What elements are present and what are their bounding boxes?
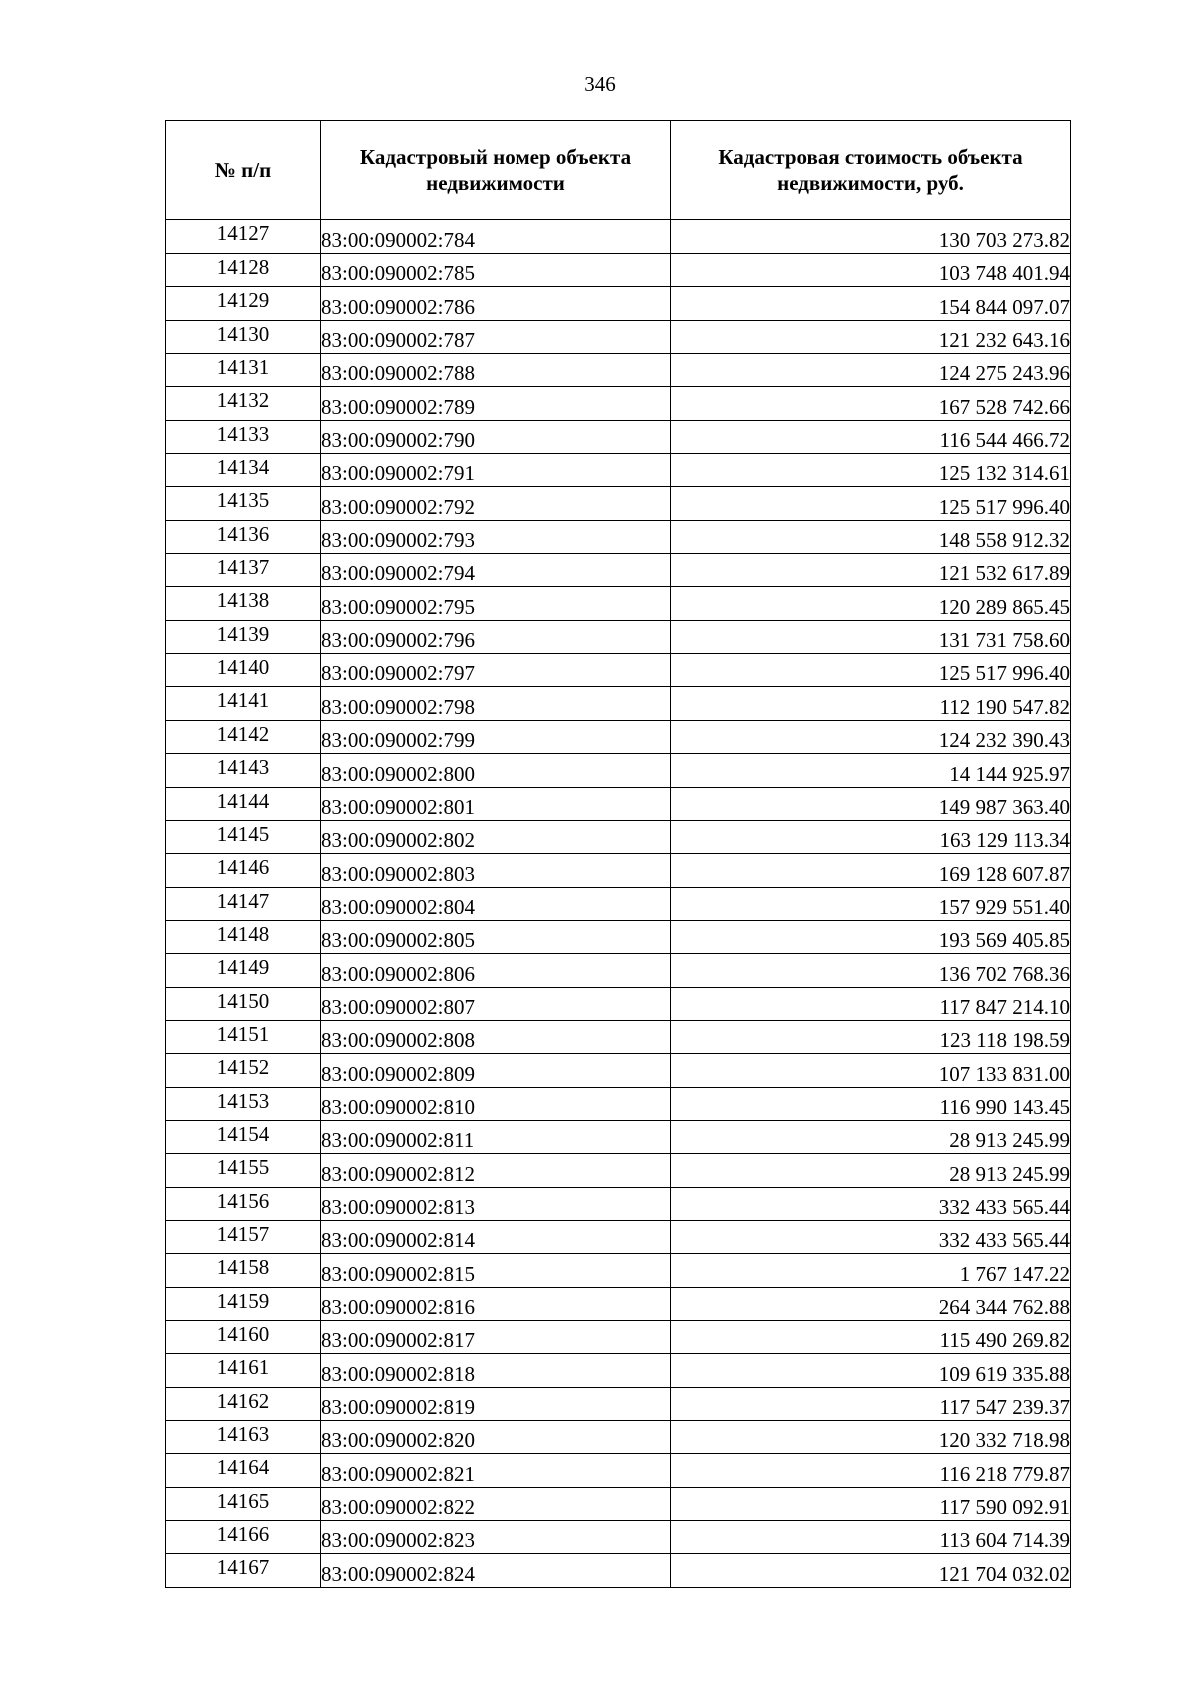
- row-number-cell: 14158: [166, 1254, 321, 1287]
- table-row: [166, 887, 1071, 920]
- header-cadastral-number: Кадастровый номер объекта недвижимости: [321, 121, 671, 220]
- row-number-cell: 14163: [166, 1421, 321, 1454]
- cadastral-number-cell: 83:00:090002:817: [321, 1321, 671, 1354]
- cadastral-number-cell: 83:00:090002:812: [321, 1154, 671, 1187]
- header-cadastral-value: Кадастровая стоимость объекта недвижимости, руб.: [671, 121, 1071, 220]
- table-row: [166, 1487, 1071, 1520]
- cadastral-number-cell: 83:00:090002:784: [321, 220, 671, 254]
- table-row: [166, 687, 1071, 720]
- cadastral-value-cell: 163 129 113.34: [671, 820, 1071, 853]
- table-row: [166, 320, 1071, 353]
- cadastral-number-cell: 83:00:090002:809: [321, 1054, 671, 1087]
- cadastral-value-cell: 116 990 143.45: [671, 1087, 1071, 1120]
- row-number-cell: 14134: [166, 454, 321, 487]
- cadastral-number-cell: 83:00:090002:806: [321, 954, 671, 987]
- table-row: [166, 954, 1071, 987]
- row-number-cell: 14147: [166, 887, 321, 920]
- cadastral-value-cell: 28 913 245.99: [671, 1154, 1071, 1187]
- cadastral-value-cell: 131 731 758.60: [671, 620, 1071, 653]
- cadastral-number-cell: 83:00:090002:798: [321, 687, 671, 720]
- cadastral-number-cell: 83:00:090002:824: [321, 1554, 671, 1587]
- table-row: [166, 1287, 1071, 1320]
- row-number-cell: 14128: [166, 254, 321, 287]
- cadastral-number-cell: 83:00:090002:789: [321, 387, 671, 420]
- cadastral-value-cell: 130 703 273.82: [671, 220, 1071, 254]
- cadastral-value-cell: 117 590 092.91: [671, 1487, 1071, 1520]
- row-number-cell: 14143: [166, 754, 321, 787]
- table-row: [166, 987, 1071, 1020]
- table-row: [166, 1020, 1071, 1053]
- cadastral-value-cell: 332 433 565.44: [671, 1187, 1071, 1220]
- cadastral-number-cell: 83:00:090002:794: [321, 554, 671, 587]
- cadastral-number-cell: 83:00:090002:799: [321, 720, 671, 753]
- cadastral-value-cell: 112 190 547.82: [671, 687, 1071, 720]
- row-number-cell: 14156: [166, 1187, 321, 1220]
- row-number-cell: 14141: [166, 687, 321, 720]
- row-number-cell: 14154: [166, 1120, 321, 1153]
- table-row: [166, 1554, 1071, 1587]
- cadastral-value-cell: 149 987 363.40: [671, 787, 1071, 820]
- cadastral-value-cell: 103 748 401.94: [671, 254, 1071, 287]
- table-row: [166, 1187, 1071, 1220]
- row-number-cell: 14146: [166, 854, 321, 887]
- table-row: [166, 1387, 1071, 1420]
- cadastral-value-cell: 116 544 466.72: [671, 420, 1071, 453]
- table-row: [166, 787, 1071, 820]
- cadastral-number-cell: 83:00:090002:823: [321, 1521, 671, 1554]
- table-row: [166, 920, 1071, 953]
- cadastral-number-cell: 83:00:090002:808: [321, 1020, 671, 1053]
- table-row: [166, 1321, 1071, 1354]
- table-row: [166, 720, 1071, 753]
- row-number-cell: 14166: [166, 1521, 321, 1554]
- cadastral-number-cell: 83:00:090002:822: [321, 1487, 671, 1520]
- cadastral-value-cell: 125 517 996.40: [671, 654, 1071, 687]
- table-body: [166, 220, 1071, 1588]
- table-row: [166, 654, 1071, 687]
- table-row: [166, 1354, 1071, 1387]
- table-row: [166, 420, 1071, 453]
- cadastral-number-cell: 83:00:090002:813: [321, 1187, 671, 1220]
- cadastral-number-cell: 83:00:090002:803: [321, 854, 671, 887]
- table-row: [166, 820, 1071, 853]
- cadastral-value-cell: 117 847 214.10: [671, 987, 1071, 1020]
- cadastral-value-cell: 121 532 617.89: [671, 554, 1071, 587]
- cadastral-value-cell: 264 344 762.88: [671, 1287, 1071, 1320]
- table-row: [166, 487, 1071, 520]
- row-number-cell: 14132: [166, 387, 321, 420]
- table-row: [166, 254, 1071, 287]
- row-number-cell: 14137: [166, 554, 321, 587]
- cadastral-value-cell: 121 704 032.02: [671, 1554, 1071, 1587]
- cadastral-value-cell: 121 232 643.16: [671, 320, 1071, 353]
- cadastral-value-cell: 113 604 714.39: [671, 1521, 1071, 1554]
- cadastral-value-cell: 120 289 865.45: [671, 587, 1071, 620]
- cadastral-value-cell: 169 128 607.87: [671, 854, 1071, 887]
- cadastral-number-cell: 83:00:090002:785: [321, 254, 671, 287]
- cadastral-number-cell: 83:00:090002:792: [321, 487, 671, 520]
- cadastral-value-cell: 125 517 996.40: [671, 487, 1071, 520]
- row-number-cell: 14148: [166, 920, 321, 953]
- cadastral-value-cell: 332 433 565.44: [671, 1220, 1071, 1253]
- row-number-cell: 14159: [166, 1287, 321, 1320]
- row-number-cell: 14144: [166, 787, 321, 820]
- cadastral-value-cell: 109 619 335.88: [671, 1354, 1071, 1387]
- cadastral-number-cell: 83:00:090002:804: [321, 887, 671, 920]
- cadastral-value-cell: 107 133 831.00: [671, 1054, 1071, 1087]
- table-row: [166, 754, 1071, 787]
- table-row: [166, 520, 1071, 553]
- cadastral-number-cell: 83:00:090002:787: [321, 320, 671, 353]
- cadastral-value-cell: 116 218 779.87: [671, 1454, 1071, 1487]
- cadastral-number-cell: 83:00:090002:795: [321, 587, 671, 620]
- row-number-cell: 14164: [166, 1454, 321, 1487]
- row-number-cell: 14167: [166, 1554, 321, 1587]
- page-number: 346: [584, 72, 616, 96]
- row-number-cell: 14161: [166, 1354, 321, 1387]
- table-header: [166, 121, 1071, 220]
- cadastral-number-cell: 83:00:090002:815: [321, 1254, 671, 1287]
- cadastral-value-cell: 167 528 742.66: [671, 387, 1071, 420]
- row-number-cell: 14135: [166, 487, 321, 520]
- cadastral-number-cell: 83:00:090002:811: [321, 1120, 671, 1153]
- table-row: [166, 1054, 1071, 1087]
- cadastral-number-cell: 83:00:090002:807: [321, 987, 671, 1020]
- cadastral-number-cell: 83:00:090002:797: [321, 654, 671, 687]
- cadastral-number-cell: 83:00:090002:802: [321, 820, 671, 853]
- cadastral-number-cell: 83:00:090002:790: [321, 420, 671, 453]
- row-number-cell: 14162: [166, 1387, 321, 1420]
- cadastral-number-cell: 83:00:090002:805: [321, 920, 671, 953]
- row-number-cell: 14150: [166, 987, 321, 1020]
- cadastral-number-cell: 83:00:090002:816: [321, 1287, 671, 1320]
- cadastral-value-cell: 157 929 551.40: [671, 887, 1071, 920]
- cadastral-value-cell: 28 913 245.99: [671, 1120, 1071, 1153]
- cadastral-value-table: [165, 120, 1071, 1588]
- cadastral-number-cell: 83:00:090002:818: [321, 1354, 671, 1387]
- table-row: [166, 1220, 1071, 1253]
- row-number-cell: 14139: [166, 620, 321, 653]
- cadastral-value-cell: 136 702 768.36: [671, 954, 1071, 987]
- row-number-cell: 14136: [166, 520, 321, 553]
- cadastral-value-cell: 14 144 925.97: [671, 754, 1071, 787]
- cadastral-number-cell: 83:00:090002:791: [321, 454, 671, 487]
- row-number-cell: 14138: [166, 587, 321, 620]
- row-number-cell: 14129: [166, 287, 321, 320]
- cadastral-number-cell: 83:00:090002:819: [321, 1387, 671, 1420]
- table-row: [166, 1154, 1071, 1187]
- cadastral-value-cell: 120 332 718.98: [671, 1421, 1071, 1454]
- table-row: [166, 387, 1071, 420]
- row-number-cell: 14155: [166, 1154, 321, 1187]
- row-number-cell: 14157: [166, 1220, 321, 1253]
- cadastral-number-cell: 83:00:090002:793: [321, 520, 671, 553]
- header-row-number: № п/п: [166, 121, 321, 220]
- cadastral-number-cell: 83:00:090002:788: [321, 354, 671, 387]
- table-row: [166, 1521, 1071, 1554]
- table-row: [166, 220, 1071, 254]
- row-number-cell: 14160: [166, 1321, 321, 1354]
- row-number-cell: 14142: [166, 720, 321, 753]
- row-number-cell: 14149: [166, 954, 321, 987]
- cadastral-number-cell: 83:00:090002:800: [321, 754, 671, 787]
- table-row: [166, 554, 1071, 587]
- table-row: [166, 1421, 1071, 1454]
- cadastral-value-cell: 124 275 243.96: [671, 354, 1071, 387]
- table-row: [166, 354, 1071, 387]
- table-row: [166, 854, 1071, 887]
- cadastral-value-cell: 154 844 097.07: [671, 287, 1071, 320]
- table-row: [166, 1254, 1071, 1287]
- table-row: [166, 1454, 1071, 1487]
- cadastral-value-cell: 1 767 147.22: [671, 1254, 1071, 1287]
- row-number-cell: 14133: [166, 420, 321, 453]
- cadastral-value-cell: 124 232 390.43: [671, 720, 1071, 753]
- row-number-cell: 14127: [166, 220, 321, 254]
- cadastral-value-cell: 148 558 912.32: [671, 520, 1071, 553]
- row-number-cell: 14140: [166, 654, 321, 687]
- table-row: [166, 620, 1071, 653]
- table-row: [166, 1120, 1071, 1153]
- cadastral-value-cell: 115 490 269.82: [671, 1321, 1071, 1354]
- row-number-cell: 14130: [166, 320, 321, 353]
- cadastral-number-cell: 83:00:090002:810: [321, 1087, 671, 1120]
- cadastral-number-cell: 83:00:090002:821: [321, 1454, 671, 1487]
- cadastral-value-cell: 123 118 198.59: [671, 1020, 1071, 1053]
- cadastral-number-cell: 83:00:090002:814: [321, 1220, 671, 1253]
- cadastral-value-cell: 125 132 314.61: [671, 454, 1071, 487]
- row-number-cell: 14152: [166, 1054, 321, 1087]
- row-number-cell: 14153: [166, 1087, 321, 1120]
- cadastral-number-cell: 83:00:090002:820: [321, 1421, 671, 1454]
- cadastral-value-cell: 193 569 405.85: [671, 920, 1071, 953]
- row-number-cell: 14165: [166, 1487, 321, 1520]
- cadastral-number-cell: 83:00:090002:796: [321, 620, 671, 653]
- header-row: [166, 121, 1071, 220]
- table-row: [166, 287, 1071, 320]
- cadastral-number-cell: 83:00:090002:786: [321, 287, 671, 320]
- row-number-cell: 14145: [166, 820, 321, 853]
- table-row: [166, 587, 1071, 620]
- table-row: [166, 454, 1071, 487]
- row-number-cell: 14151: [166, 1020, 321, 1053]
- cadastral-value-cell: 117 547 239.37: [671, 1387, 1071, 1420]
- table-row: [166, 1087, 1071, 1120]
- row-number-cell: 14131: [166, 354, 321, 387]
- cadastral-number-cell: 83:00:090002:801: [321, 787, 671, 820]
